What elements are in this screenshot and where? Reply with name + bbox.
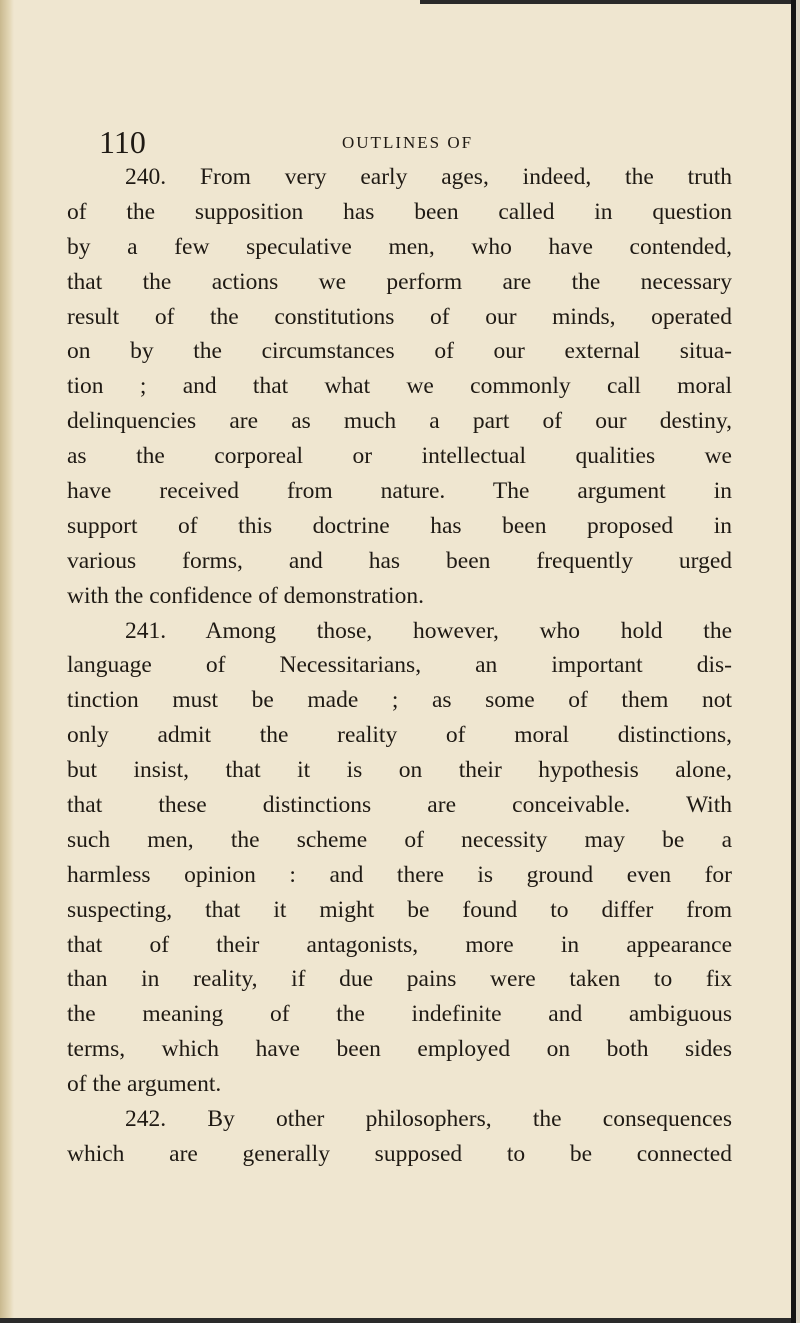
paragraph-241-line: terms, which have been employed on both sides [67,1036,732,1063]
running-head: OUTLINES OF [342,133,474,152]
paragraph-241-line: only admit the reality of moral distinctions, [67,722,732,749]
paragraph-240-line: support of this doctrine has been proposed in [67,512,732,539]
paragraph-241-line: 241. Among those, however, who hold the [125,617,732,644]
body-text [67,160,732,1172]
paragraph-241-line: that these distinctions are conceivable. With [67,792,732,819]
paragraph-240-line: by a few speculative men, who have contended, [67,233,732,260]
paragraph-240-line: with the confidence of demonstration. [67,582,424,609]
paragraph-240-line: tion ; and that what we commonly call moral [67,373,732,400]
paragraph-241-line: tinction must be made ; as some of them not [67,687,732,714]
paragraph-241-line: of the argument. [67,1071,222,1098]
paragraph-240-line: have received from nature. The argument in [67,478,732,505]
paragraph-240-line: of the supposition has been called in question [67,198,732,225]
paragraph-241-line: the meaning of the indefinite and ambiguous [67,1001,732,1028]
bottom-border-rule [0,1318,791,1323]
paragraph-240-line: delinquencies are as much a part of our destiny, [67,408,732,435]
paragraph-242-line: 242. By other philosophers, the consequences [125,1106,732,1133]
page-left-edge [0,0,14,1323]
paragraph-241-line: that of their antagonists, more in appearance [67,931,732,958]
paragraph-240-line: that the actions we perform are the necessary [67,268,732,295]
paragraph-241-line: than in reality, if due pains were taken to fix [67,966,732,993]
paragraph-240-line: 240. From very early ages, indeed, the truth [125,164,732,190]
paragraph-240-line: as the corporeal or intellectual qualities we [67,443,732,470]
paragraph-241-line: suspecting, that it might be found to differ from [67,896,732,923]
page-number: 110 [99,124,146,160]
paragraph-240-line: various forms, and has been frequently urged [67,547,732,574]
right-margin-strip [796,0,800,1323]
paragraph-241-line: such men, the scheme of necessity may be a [67,826,732,853]
paragraph-242-line: which are generally supposed to be connected [67,1140,732,1167]
paragraph-241-line: but insist, that it is on their hypothesis alone, [67,757,732,784]
paragraph-241-line: harmless opinion : and there is ground even for [67,861,732,888]
paragraph-241-line: language of Necessitarians, an important dis- [67,652,732,679]
top-border-rule [420,0,791,4]
paragraph-240-line: on by the circumstances of our external situa- [67,338,732,365]
paragraph-240-line: result of the constitutions of our minds, operated [67,303,732,330]
page-header [0,122,800,162]
